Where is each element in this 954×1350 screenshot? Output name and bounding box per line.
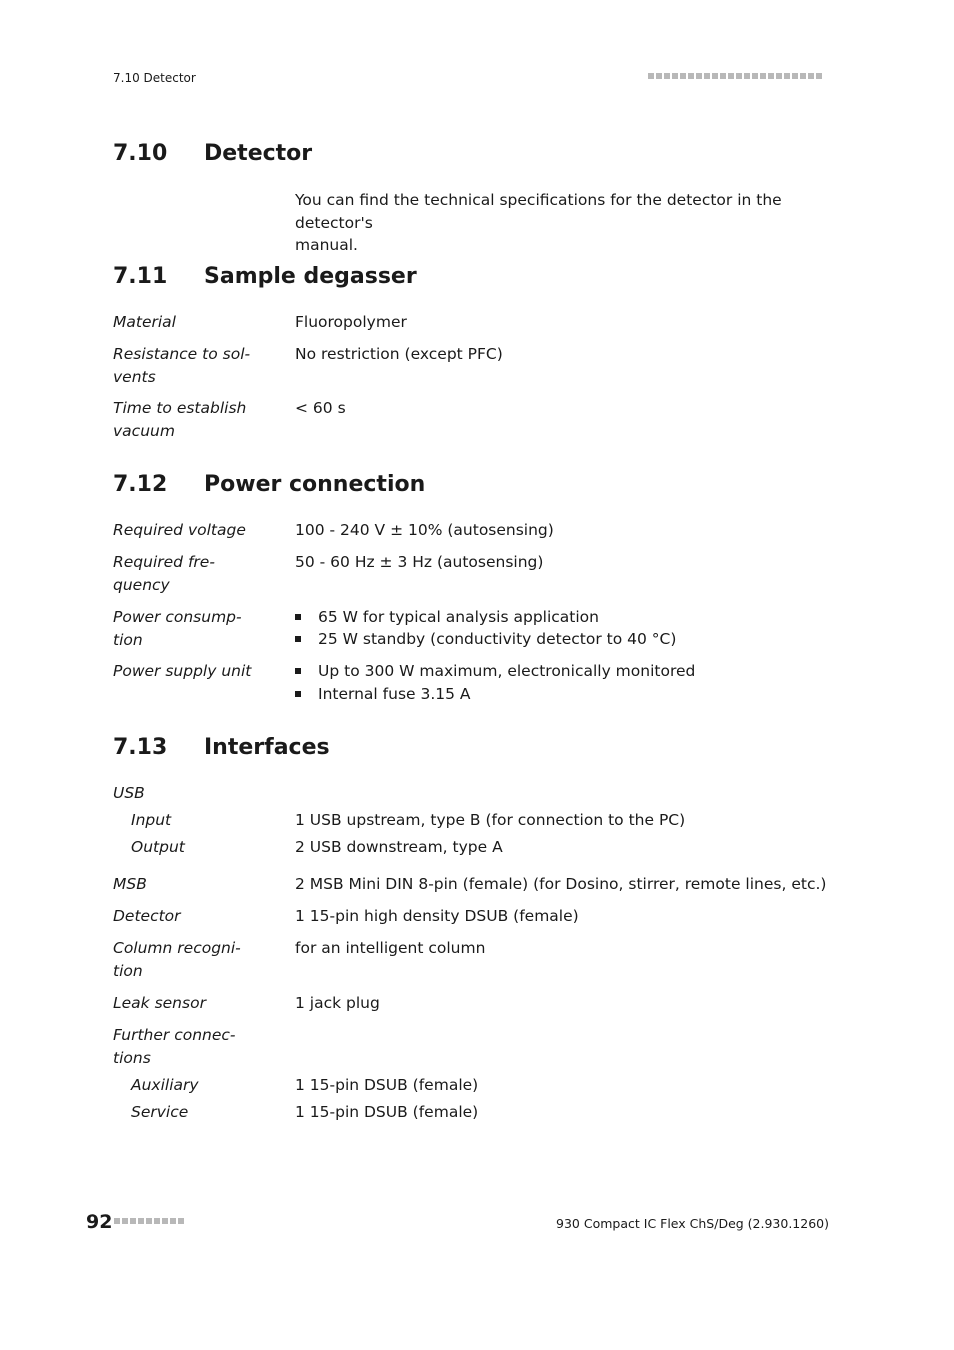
label-line: tion <box>113 961 143 980</box>
spec-label-power-consumption <box>113 606 273 651</box>
bullet-item <box>295 606 599 629</box>
spec-value-column-recognition: for an intelligent column <box>295 939 486 957</box>
spec-value-detector: 1 15-pin high density DSUB (female) <box>295 907 579 925</box>
section-heading-sample-degasser <box>113 264 417 289</box>
section-title: Power connection <box>204 472 426 497</box>
spec-value-service: 1 15-pin DSUB (female) <box>295 1103 479 1121</box>
detector-intro <box>295 189 835 257</box>
header-decoration-dots <box>648 73 822 79</box>
spec-label-service: Service <box>131 1103 189 1121</box>
section-heading-interfaces <box>113 735 330 760</box>
spec-value-auxiliary: 1 15-pin DSUB (female) <box>295 1076 479 1094</box>
section-number: 7.11 <box>113 264 168 289</box>
spec-label-power-supply: Power supply unit <box>113 662 252 680</box>
footer-decoration-dots <box>114 1218 184 1224</box>
label-line: Power consump- <box>113 608 242 626</box>
section-heading-detector <box>113 141 312 166</box>
label-line: vacuum <box>113 421 175 440</box>
section-number: 7.13 <box>113 735 168 760</box>
bullet-item <box>295 628 676 651</box>
label-line: Column recogni- <box>113 939 241 957</box>
bullet-text: Up to 300 W maximum, electronically monitored <box>318 662 696 680</box>
spec-label-column-recognition <box>113 937 273 982</box>
label-line: Time to establish <box>113 399 247 417</box>
section-heading-power-connection <box>113 472 425 497</box>
spec-label-further-connections <box>113 1024 273 1069</box>
spec-value-vacuum-time: < 60 s <box>295 399 346 417</box>
spec-value-msb: 2 MSB Mini DIN 8-pin (female) (for Dosino, stirrer, remote lines, etc.) <box>295 875 827 893</box>
section-title: Sample degasser <box>204 264 417 289</box>
spec-label-detector: Detector <box>113 907 181 925</box>
section-number: 7.12 <box>113 472 168 497</box>
document-title: 930 Compact IC Flex ChS/Deg (2.930.1260) <box>556 1216 829 1231</box>
spec-label-usb-output: Output <box>131 838 185 856</box>
spec-label-auxiliary: Auxiliary <box>131 1076 199 1094</box>
spec-value-usb-output: 2 USB downstream, type A <box>295 838 503 856</box>
section-title: Interfaces <box>204 735 330 760</box>
spec-value-leak-sensor: 1 jack plug <box>295 994 380 1012</box>
bullet-text: 65 W for typical analysis application <box>318 608 599 626</box>
spec-label-msb: MSB <box>113 875 147 893</box>
spec-label-leak-sensor: Leak sensor <box>113 994 206 1012</box>
running-head: 7.10 Detector <box>113 71 196 85</box>
spec-label-voltage: Required voltage <box>113 521 246 539</box>
spec-label-resistance <box>113 343 273 388</box>
intro-line: manual. <box>295 236 358 254</box>
bullet-item <box>295 683 471 706</box>
section-number: 7.10 <box>113 141 168 166</box>
bullet-text: 25 W standby (conductivity detector to 40 °C) <box>318 630 677 648</box>
section-title: Detector <box>204 141 313 166</box>
bullet-text: Internal fuse 3.15 A <box>318 685 471 703</box>
spec-label-vacuum-time <box>113 397 273 442</box>
label-line: Resistance to sol- <box>113 345 251 363</box>
label-line: vents <box>113 367 156 386</box>
label-line: Required fre- <box>113 553 215 571</box>
spec-label-usb-input: Input <box>131 811 172 829</box>
label-line: quency <box>113 575 170 594</box>
page-number: 92 <box>86 1211 113 1233</box>
label-line: tion <box>113 630 143 649</box>
intro-line: You can find the technical specifications for the detector in the detector's <box>295 191 782 232</box>
label-line: tions <box>113 1048 151 1067</box>
spec-value-usb-input: 1 USB upstream, type B (for connection to the PC) <box>295 811 686 829</box>
spec-label-usb: USB <box>113 784 145 802</box>
spec-value-material: Fluoropolymer <box>295 313 407 331</box>
spec-label-frequency <box>113 551 273 596</box>
spec-label-material: Material <box>113 313 176 331</box>
spec-value-resistance: No restriction (except PFC) <box>295 345 503 363</box>
label-line: Further connec- <box>113 1026 236 1044</box>
bullet-item <box>295 660 695 683</box>
spec-value-voltage: 100 - 240 V ± 10% (autosensing) <box>295 521 554 539</box>
spec-value-frequency: 50 - 60 Hz ± 3 Hz (autosensing) <box>295 553 544 571</box>
